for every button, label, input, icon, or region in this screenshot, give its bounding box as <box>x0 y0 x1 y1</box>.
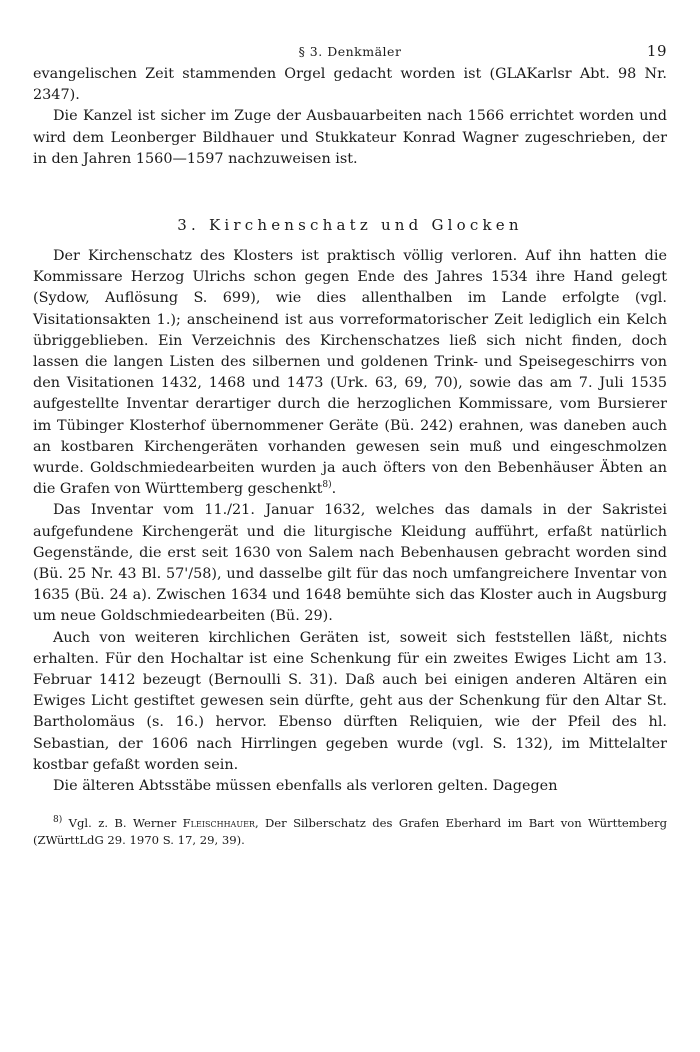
footnote-author: Fleischhauer <box>182 816 255 831</box>
footnote-reference: 8) <box>322 480 332 491</box>
footnote-text-rest: , Der Silberschatz des Grafen Eberhard im Bart von Württemberg (ZWürttLdG 29. 1970 S. 17, 29, 39). <box>33 816 667 848</box>
paragraph-abtsstaebe: Die älteren Abtsstäbe müssen ebenfalls als verloren gelten. Dagegen <box>53 778 558 795</box>
book-page <box>33 40 667 849</box>
paragraph-continued: evangelischen Zeit stammenden Orgel gedacht worden ist (GLAKarlsr Abt. 98 Nr. 2347). <box>33 66 667 104</box>
paragraph-end: . <box>331 481 337 498</box>
section-heading: 3. Kirchenschatz und Glocken <box>177 216 523 235</box>
main-text <box>33 64 667 797</box>
footnotes <box>33 815 667 849</box>
paragraph-text: Der Kirchenschatz des Klosters ist praktisch völlig verloren. Auf ihn hatten die Kommissare Herzog Ulrichs schon gegen Ende des Jahres 1534 ihre Hand gelegt (Sydow, Auflösung S. 699), wie dies allenthalben im Lande erfolgte (vgl. Visitationsakten 1.); anscheinend ist aus vorreformatorischer Zeit lediglich ein Kelch übriggeblieben. Ein Verzeichnis des Kirchenschatzes ließ sich nicht finden, doch lassen die langen Listen des silbernen und goldenen Trink- und Speisegeschirrs von den Visitationen 1432, 1468 und 1473 (Urk. 63, 69, 70), sowie das am 7. Juli 1535 aufgestellte Inventar derartiger durch die herzoglichen Kommissare, vom Bursierer im Tübinger Klosterhof übernommener Geräte (Bü. 242) erahnen, was daneben auch an kostbaren Kirchengeräten vorhanden gewesen sein muß und eingeschmolzen wurde. Goldschmiedearbeiten wurden ja auch öfters von den Bebenhäuser Äbten an die Grafen von Württemberg geschenkt <box>33 248 667 498</box>
footnote-marker: 8) <box>53 815 63 826</box>
paragraph-inventar: Das Inventar vom 11./21. Januar 1632, welches das damals in der Sakristei aufgefundene Kirchengerät und die liturgische Kleidung aufführt, erfaßt natürlich Gegenstände, die erst seit 1630 von Salem nach Bebenhausen gebracht worden sind (Bü. 25 Nr. 43 Bl. 57'/58), und dasselbe gilt für das noch umfangreichere Inventar von 1635 (Bü. 24 a). Zwischen 1634 und 1648 bemühte sich das Kloster auch in Augsburg um neue Goldschmiedearbeiten (Bü. 29). <box>33 502 667 625</box>
footnote-8 <box>33 815 667 849</box>
paragraph-kanzel: Die Kanzel ist sicher im Zuge der Ausbauarbeiten nach 1566 errichtet worden und wird dem Leonberger Bildhauer und Stukkateur Konrad Wagner zugeschrieben, der in den Jahren 1560—1597 nachzuweisen ist. <box>33 108 667 167</box>
section-title: § 3. Denkmäler <box>298 44 402 59</box>
footnote-text-start: Vgl. z. B. Werner <box>68 816 177 831</box>
paragraph-geraete: Auch von weiteren kirchlichen Geräten ist, soweit sich feststellen läßt, nichts erhalten. Für den Hochaltar ist eine Schenkung für ein zweites Ewiges Licht am 13. Februar 1412 bezeugt (Bernoulli S. 31). Daß auch bei einigen anderen Altären ein Ewiges Licht gestiftet gewesen sein dürfte, geht aus der Schenkung für den Altar St. Bartholomäus (s. 16.) hervor. Ebenso dürften Reliquien, wie der Pfeil des hl. Sebastian, der 1606 nach Hirrlingen gegeben wurde (vgl. S. 132), im Mittelalter kostbar gefaßt worden sein. <box>33 629 667 773</box>
running-head <box>33 40 667 64</box>
paragraph-kirchenschatz <box>33 246 667 500</box>
page-number: 19 <box>646 42 667 60</box>
